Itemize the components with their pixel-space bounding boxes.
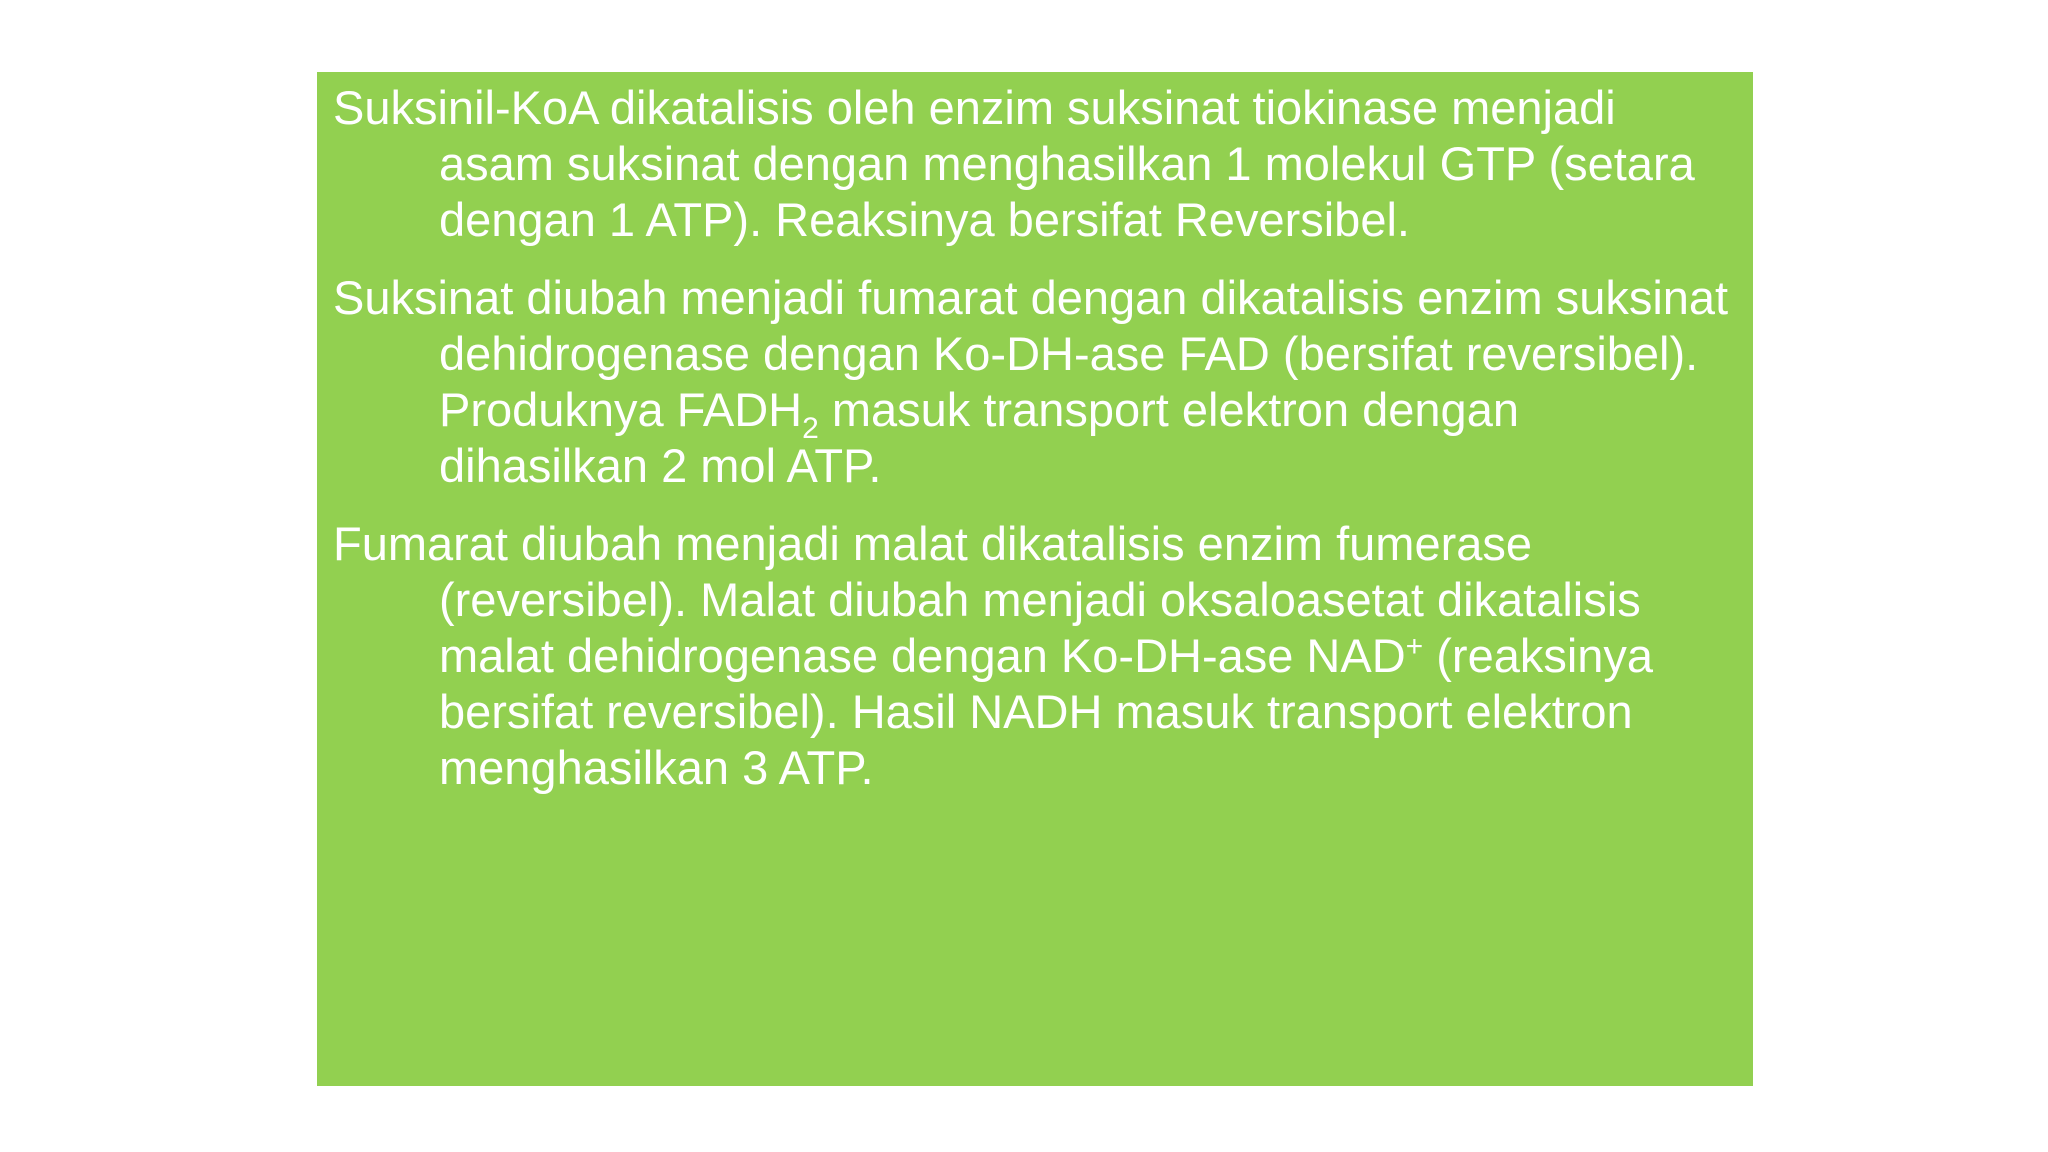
paragraph-text-before: Fumarat diubah menjadi malat dikatalisis enzim fumerase (reversibel). Malat diubah menjadi oksaloasetat dikatalisis malat dehidrogenase dengan Ko-DH-ase NAD — [333, 517, 1641, 682]
paragraph-suksinat — [333, 270, 1735, 494]
paragraph-text: Suksinil-KoA dikatalisis oleh enzim suksinat tiokinase menjadi asam suksinat dengan menghasilkan 1 molekul GTP (setara dengan 1 ATP). Reaksinya bersifat Reversibel. — [333, 81, 1695, 246]
paragraph-text-after: (reaksinya bersifat reversibel). Hasil NADH masuk transport elektron menghasilkan 3 ATP. — [439, 629, 1654, 794]
content-box — [317, 72, 1753, 1086]
paragraph-suksinil-koa — [333, 80, 1735, 248]
paragraph-text-before: Suksinat diubah menjadi fumarat dengan dikatalisis enzim suksinat dehidrogenase dengan Ko-DH-ase FAD (bersifat reversibel). Produknya FADH — [333, 271, 1729, 436]
subscript-2: 2 — [802, 412, 819, 445]
paragraph-fumarat — [333, 516, 1735, 796]
superscript-plus: + — [1405, 630, 1424, 663]
paragraph-text-after: masuk transport elektron dengan dihasilkan 2 mol ATP. — [439, 383, 1519, 492]
